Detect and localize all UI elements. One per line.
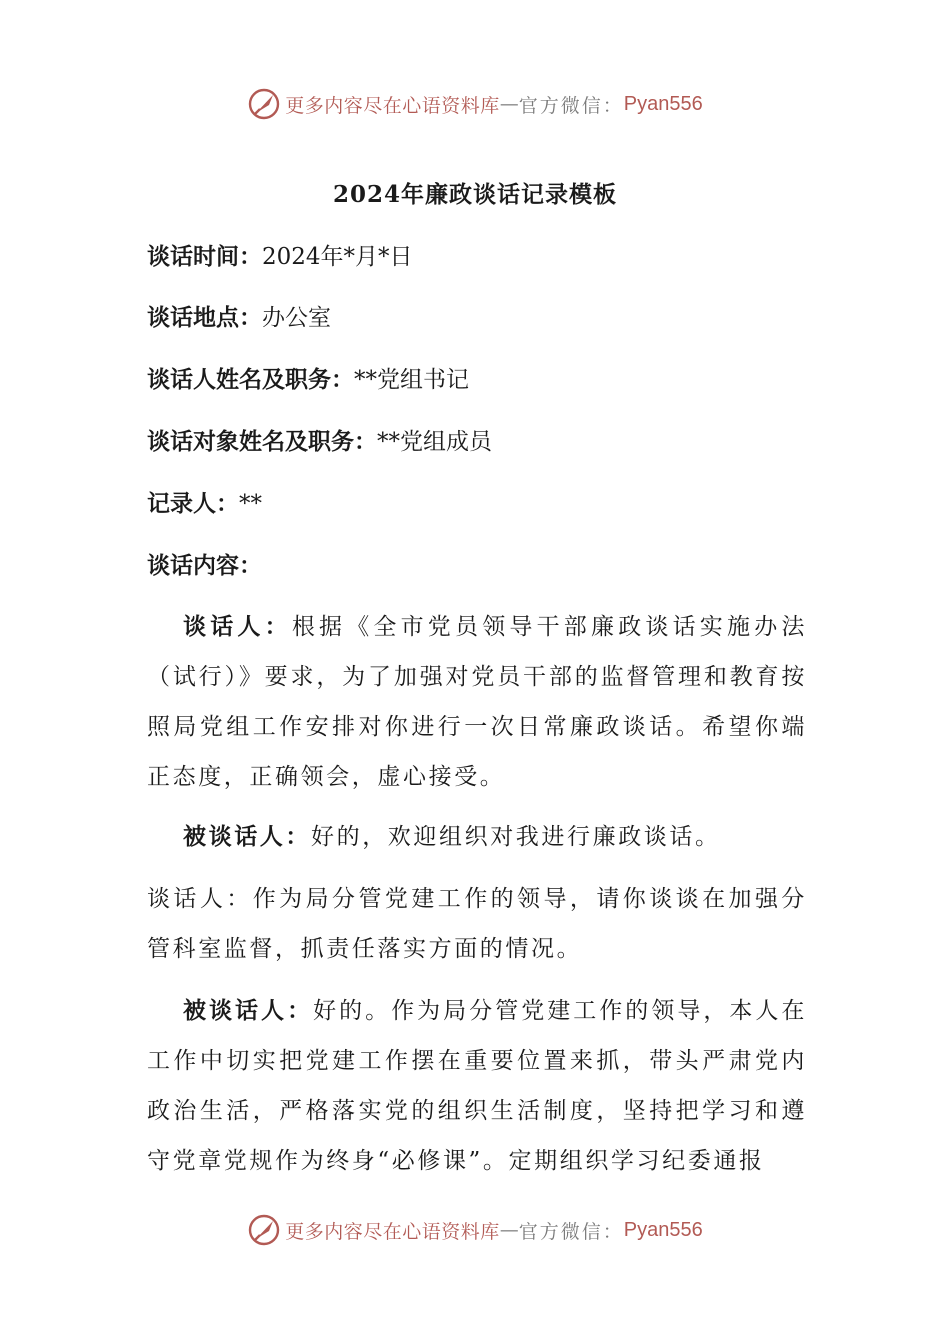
document-title: 2024年廉政谈话记录模板	[332, 181, 617, 208]
field-label: 谈话内容：	[147, 552, 262, 579]
dialogue-paragraph	[147, 986, 807, 1186]
quill-logo-icon	[247, 87, 281, 121]
field-label: 谈话时间：	[147, 243, 262, 270]
field-talk-place	[147, 302, 827, 334]
field-label: 谈话人姓名及职务：	[147, 366, 354, 393]
dialogue-speaker: 被谈话人：	[183, 997, 314, 1024]
field-talk-content	[147, 550, 827, 582]
field-talk-target	[147, 426, 827, 458]
field-recorder	[147, 488, 827, 520]
dialogue-text: 根据《全市党员领导干部廉政谈话实施办法（试行）》要求，为了加强对党员干部的监督管理和教育按照局党组工作安排对你进行一次日常廉政谈话。希望你端正态度，正确领会，虚心接受。	[147, 614, 808, 790]
dialogue-text: 好的。作为局分管党建工作的领导，本人在工作中切实把党建工作摆在重要位置来抓，带头严肃党内政治生活，严格落实党的组织生活制度，坚持把学习和遵守党章党规作为终身“必修课”。定期组织学习纪委通报	[147, 998, 808, 1174]
field-label: 谈话对象姓名及职务：	[147, 428, 377, 455]
watermark-header	[0, 84, 950, 124]
field-value: **党组书记	[354, 367, 469, 393]
watermark-site-text: 更多内容尽在心语资料库	[285, 94, 500, 117]
field-value: **	[239, 491, 262, 517]
watermark-wechat-id: Pyan556	[623, 1218, 703, 1241]
dialogue-speaker: 谈话人：	[183, 613, 292, 640]
watermark-wechat-label: 官方微信：	[518, 1220, 624, 1243]
field-talker	[147, 364, 827, 396]
field-value: 2024年*月*日	[262, 244, 413, 270]
watermark-wechat-id: Pyan556	[623, 92, 703, 115]
field-value: 办公室	[262, 305, 331, 331]
dialogue-text: 作为局分管党建工作的领导，请你谈谈在加强分管科室监督，抓责任落实方面的情况。	[147, 886, 807, 962]
field-label: 记录人：	[147, 490, 239, 517]
watermark-site-text: 更多内容尽在心语资料库	[285, 1220, 500, 1243]
dialogue-paragraph	[147, 602, 807, 802]
watermark-wechat-label: 官方微信：	[518, 94, 624, 117]
field-label: 谈话地点：	[147, 304, 262, 331]
field-talk-time	[147, 241, 827, 273]
dialogue-paragraph	[147, 812, 807, 862]
dialogue-paragraph	[147, 874, 807, 974]
watermark-dash: —	[499, 1219, 519, 1241]
dialogue-speaker: 谈话人：	[147, 886, 253, 912]
watermark-footer	[0, 1210, 950, 1250]
watermark-dash: —	[499, 93, 519, 115]
quill-logo-icon	[247, 1213, 281, 1247]
dialogue-speaker: 被谈话人：	[183, 823, 311, 850]
dialogue-text: 好的，欢迎组织对我进行廉政谈话。	[311, 824, 721, 850]
field-value: **党组成员	[377, 429, 492, 455]
